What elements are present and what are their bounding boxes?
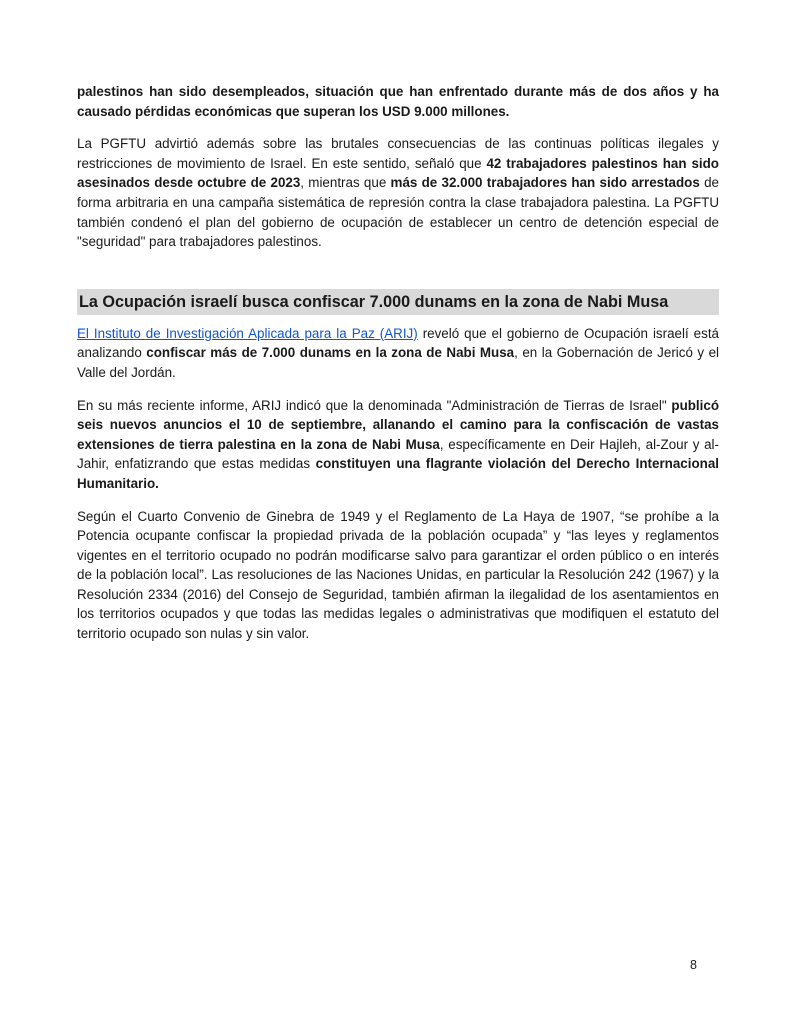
section-heading: La Ocupación israelí busca confiscar 7.000 dunams en la zona de Nabi Musa [77, 289, 719, 315]
paragraph [77, 396, 719, 494]
paragraph-text: , mientras que [300, 175, 391, 191]
paragraph-text: Según el Cuarto Convenio de Ginebra de 1949 y el Reglamento de La Haya de 1907, “se prohíbe a la Potencia ocupante confiscar la propiedad privada de la población ocupada” y “las leyes y reglamentos vigentes en el territorio ocupado no podrán modificarse salvo para garantizar el orden público o en interés de la población local”. Las resoluciones de las Naciones Unidas, en particular la Resolución 242 (1967) y la Resolución 2334 (2016) del Consejo de Seguridad, también afirman la ilegalidad de los asentamientos en los territorios ocupados y que todas las medidas legales o administrativas que modifiquen el estatuto del territorio ocupado son nulas y sin valor. [77, 508, 719, 642]
paragraph-text: , específicamente en Deir Hajleh, al-Zour y al-Jahir, enfatizrando que estas medidas [77, 436, 719, 472]
document-page [77, 82, 719, 657]
bold-text: palestinos han sido desempleados, situación que han enfrentado durante más de dos años y ha causado pérdidas económicas que superan los USD 9.000 millones. [77, 84, 719, 119]
page-number: 8 [690, 958, 697, 972]
paragraph-text: En su más reciente informe, ARIJ indicó que la denominada "Administración de Tierras de Israel" [77, 397, 672, 413]
paragraph [77, 82, 719, 121]
bold-text: constituyen una flagrante violación del Derecho Internacional Humanitario. [77, 456, 719, 491]
paragraph [77, 134, 719, 252]
top-paragraphs [77, 82, 719, 252]
paragraph-text: de forma arbitraria en una campaña sistemática de represión contra la clase trabajadora palestina. La PGFTU también condenó el plan del gobierno de ocupación de establecer un centro de detención especial de "seguridad" para trabajadores palestinos. [77, 175, 719, 250]
paragraph-text: reveló que el gobierno de Ocupación israelí está analizando [77, 325, 719, 361]
paragraph [77, 324, 719, 383]
bold-text: más de 32.000 trabajadores han sido arrestados [390, 175, 700, 191]
paragraph-text: La PGFTU advirtió además sobre las brutales consecuencias de las continuas políticas ilegales y restricciones de movimiento de Israel. En este sentido, señaló que [77, 136, 719, 171]
bold-text: publicó seis nuevos anuncios el 10 de septiembre, allanando el camino para la confiscación de vastas extensiones de tierra palestina en la zona de Nabi Musa [77, 397, 719, 452]
paragraph [77, 507, 719, 644]
bottom-paragraphs [77, 324, 719, 644]
arij-link[interactable]: El Instituto de Investigación Aplicada para la Paz (ARIJ) [77, 325, 418, 341]
bold-text: 42 trabajadores palestinos han sido asesinados desde octubre de 2023 [77, 155, 719, 191]
paragraph-text: , en la Gobernación de Jericó y el Valle del Jordán. [77, 345, 719, 380]
bold-text: confiscar más de 7.000 dunams en la zona de Nabi Musa [146, 345, 515, 361]
